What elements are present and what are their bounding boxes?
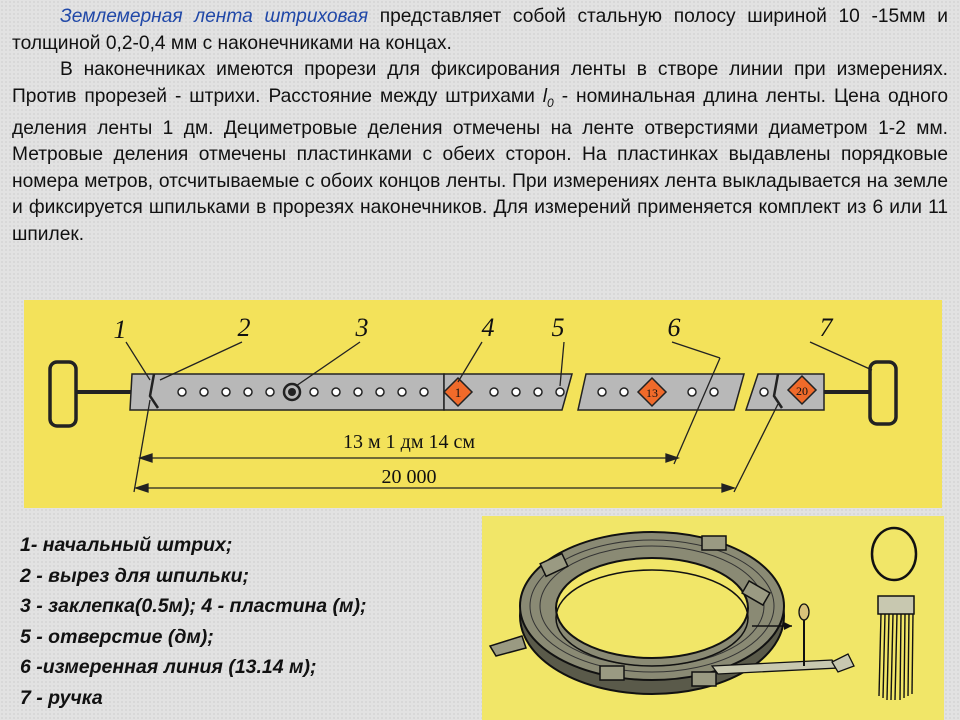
tape-diagram-panel: [24, 300, 942, 508]
plate-number-20: 20: [796, 384, 808, 398]
term-tape: Землемерная лента штриховая: [60, 6, 369, 27]
tape-diagram: [24, 300, 942, 508]
callout-6: 6: [667, 313, 681, 342]
callout-2: 2: [237, 313, 251, 342]
plate-number-13: 13: [646, 386, 658, 400]
callout-5: 5: [551, 313, 565, 342]
legend-item: 2 - вырез для шпильки;: [20, 564, 249, 587]
dimension-partial-label: 13 м 1 дм 14 см: [342, 431, 476, 453]
legend-item: 6 -измеренная линия (13.14 м);: [20, 656, 317, 678]
tape-segment-start: [130, 374, 444, 410]
paragraph-definition: [12, 4, 948, 57]
callout-1: 1: [113, 315, 127, 344]
nominal-length-symbol: $l_0$: [542, 85, 554, 110]
legend: [20, 530, 480, 713]
pins-set-icon: [872, 528, 916, 700]
definition-text: представляет собой стальную полосу шириной 10 -15мм и толщиной 0,2-0,4 мм с наконечниками на концах.: [12, 6, 948, 54]
plate-number-1: 1: [454, 385, 462, 400]
callout-7: 7: [819, 313, 833, 342]
details-text-b: - номинальная длина ленты. Цена одного деления ленты 1 дм. Дециметровые деления отмечены на ленте отверстиями диаметром 1-2 мм. Метровые деления отмечены пластинками с обеих сторон. На пластинках выдавлены порядковые номера метров, отсчитываемые с обоих концов ленты. При измерениях лента выкладывается на земле и фиксируется шпильками в прорезях наконечников. Для измерений применяется комплект из 6 или 11 шпилек.: [12, 85, 948, 245]
legend-item: 7 - ручка: [20, 686, 103, 709]
right-handle-icon: [824, 362, 896, 424]
paragraph-details: [12, 57, 948, 248]
dimension-partial-line: [140, 454, 678, 462]
left-handle-icon: [50, 362, 134, 426]
description-text: [12, 4, 948, 248]
callout-3: 3: [355, 313, 369, 342]
dimension-full-label: 20 000: [381, 466, 437, 488]
legend-item: 1- начальный штрих;: [20, 534, 233, 556]
callout-4: 4: [481, 313, 495, 342]
legend-item: 3 - заклепка(0.5м); 4 - пластина (м);: [20, 595, 367, 617]
tape-kit-illustration-panel: [482, 516, 944, 720]
details-text-a: В наконечниках имеются прорези для фиксирования ленты в створе линии при измерениях. Против прорезей - штрихи. Расстояние между штрихами: [12, 59, 948, 107]
tape-kit-illustration: [482, 516, 944, 720]
legend-item: 5 - отверстие (дм);: [20, 625, 214, 648]
